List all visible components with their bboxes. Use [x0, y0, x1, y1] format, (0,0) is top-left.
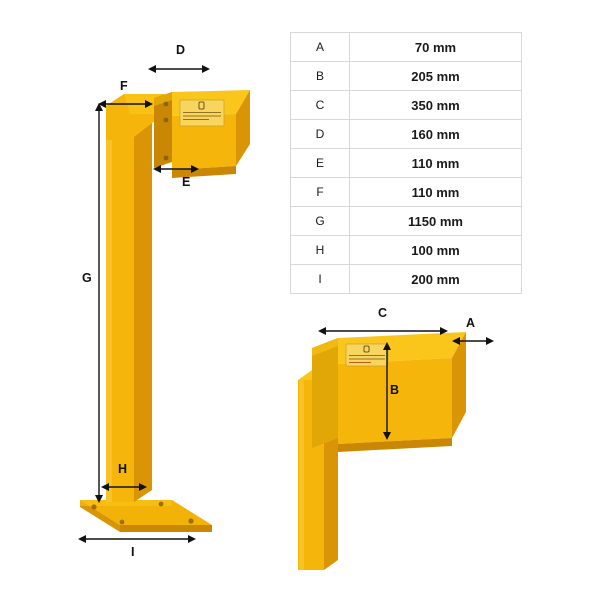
dimension-value: 1150 mm: [350, 207, 522, 236]
table-row: [291, 120, 522, 149]
dimension-value: 200 mm: [350, 265, 522, 294]
table-row: [291, 207, 522, 236]
table-row: [291, 33, 522, 62]
dimension-value: 205 mm: [350, 62, 522, 91]
dimension-value: 350 mm: [350, 91, 522, 120]
table-row: [291, 178, 522, 207]
dimension-key: B: [291, 62, 350, 91]
table-row: [291, 149, 522, 178]
dimension-key: H: [291, 236, 350, 265]
dimension-line-A: [452, 332, 494, 350]
dimension-label-F: F: [120, 79, 128, 93]
dimension-line-E: [153, 160, 199, 178]
dimension-value: 110 mm: [350, 149, 522, 178]
dimension-label-E: E: [182, 175, 191, 189]
dimension-table: [290, 32, 522, 294]
table-row: [291, 91, 522, 120]
dimension-key: G: [291, 207, 350, 236]
dimension-label-C: C: [378, 306, 388, 320]
dimension-line-C: [318, 322, 448, 340]
dimension-value: 110 mm: [350, 178, 522, 207]
dimension-line-I: [78, 530, 196, 548]
dimension-label-B: B: [390, 383, 400, 397]
dimension-label-A: A: [466, 316, 476, 330]
dimension-key: F: [291, 178, 350, 207]
dimension-line-H: [101, 478, 147, 496]
dimension-label-G: G: [82, 271, 92, 285]
dimension-key: A: [291, 33, 350, 62]
table-row: [291, 265, 522, 294]
dimension-key: I: [291, 265, 350, 294]
dimension-line-G: [90, 103, 108, 503]
dimension-key: D: [291, 120, 350, 149]
dimension-label-H: H: [118, 462, 128, 476]
table-row: [291, 236, 522, 265]
dimension-value: 70 mm: [350, 33, 522, 62]
dimension-line-D: [148, 60, 210, 78]
table-row: [291, 62, 522, 91]
dimension-value: 100 mm: [350, 236, 522, 265]
dimension-key: E: [291, 149, 350, 178]
dimension-value: 160 mm: [350, 120, 522, 149]
dimension-label-I: I: [131, 545, 135, 559]
dimension-label-D: D: [176, 43, 186, 57]
dimension-key: C: [291, 91, 350, 120]
